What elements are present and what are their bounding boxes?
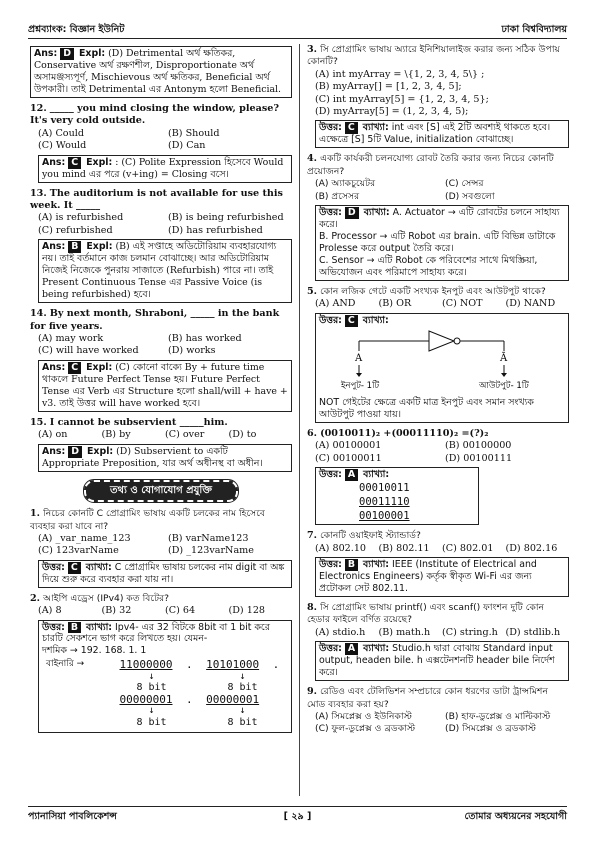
- question-15: 15. I cannot be subservient _____him. (A) on (B) by (C) over (D) to Ans: D Expl: (D) Subservient to একটি Appropriate Preposition, যার অর্থ অধীনস্থ বা অধীন।: [30, 417, 292, 472]
- page-number: [ ২৯ ]: [283, 811, 312, 822]
- question-12: 12. _____ you mind closing the window, please? It's very cold outside. (A) Could (B) Should (C) Would (D) Can Ans: C Expl: : (C) Polite Expression হিসেবে Would you mind এর পরে (v+ing) = Closing বসে।: [30, 103, 292, 183]
- answer-box: উত্তর: C ব্যাখ্যা: A Ā ইনপুট- 1টি আউটপুট- 1টি NOT গেইটের ক্ষেত্রে একটি মাত্র ইনপুট এবং সমান সংখ্যক আউটপুট পাওয়া যায়।: [315, 313, 569, 423]
- gate-input-label: A: [355, 352, 363, 364]
- header-left: প্রশ্নব্যাংক: বিজ্ঞান ইউনিট: [28, 24, 125, 35]
- question-ict-6: 6. (0010011)₂ +(00011110)₂ =(?)₂ (A) 00100001 (B) 00100000 (C) 00100011 (D) 00100111 উত্তর: A ব্যাখ্যা: 00010011 00011110 00100001: [307, 428, 569, 525]
- options: (A) int myArray = \{1, 2, 3, 4, 5\} ; (B) myArray[] = [1, 2, 3, 4, 5]; (C) int myArray[5] = {1, 2, 3, 4, 5}; (D) myArray[5] = (1, 2, 3, 4, 5);: [315, 68, 489, 118]
- gate-input-text: ইনপুট- 1টি: [341, 380, 380, 391]
- options: (A) on (B) by (C) over (D) to: [38, 429, 257, 441]
- answer-box: Ans: C Expl: : (C) Polite Expression হিসেবে Would you mind এর পরে (v+ing) = Closing বসে।: [38, 155, 292, 183]
- options: (A) stdio.h (B) math.h (C) string.h (D) stdlib.h: [315, 626, 561, 638]
- footer-publisher: প্যানাসিয়া পাবলিকেশন্স: [28, 811, 117, 822]
- question-ict-5: 5. কোন লজিক গেটে একটি সংখ্যক ইনপুট এবং আউটপুট থাকে? (A) AND (B) OR (C) NOT (D) NAND উত্তর: C ব্যাখ্যা: A Ā ইনপুট- 1টি আউটপুট- 1টি NOT গেইটের ক্ষেত্রে একটি মাত্র ইনপুট এবং সমান সংখ্যক আউটপুট পাওয়া যায়।: [307, 286, 569, 423]
- options: (A) 802.10 (B) 802.11 (C) 802.01 (D) 802.16: [315, 542, 558, 554]
- not-gate-icon: [429, 331, 454, 351]
- not-gate-diagram: [319, 327, 559, 393]
- answer-box: উত্তর: C ব্যাখ্যা: int এবং [S] এই 2টি অবশ্যই থাকতে হবে। এক্ষেত্রে [S] 5টি Value, initialization বোঝাচ্ছে।: [315, 120, 569, 148]
- answer-box: Ans: B Expl: (B) এই সপ্তাহে অডিটোরিয়াম ব্যবহারযোগ্য নয়। তাই বর্তমানে কাজ চলমান বোঝাচ্ছে। আর অডিটোরিয়াম নিজেই নিজেকে পুনরায় সাজাতে (Refurbish) পারে না। তাই Present Continuous Tense এর Passive Voice (is being refurbished) হবে।: [38, 239, 292, 303]
- options: (A) অ্যাকচুয়েটর (C) সেন্সর (B) প্রসেসর (D) সবগুলো: [315, 178, 495, 202]
- octet-4: 00000001: [206, 692, 260, 706]
- right-column: [307, 44, 569, 736]
- options: (A) Could (B) Should (C) Would (D) Can: [38, 127, 220, 152]
- answer-box: উত্তর: B ব্যাখ্যা: IEEE (Institute of Electrical and Electronics Engineers) কর্তৃক স্বীকৃত Wi-Fi এর জন্য প্রটোকল সেট 802.11.: [315, 557, 569, 597]
- options: (A) is refurbished (B) is being refurbished (C) refurbished (D) has refurbished: [38, 212, 284, 236]
- answer-box: উত্তর: B ব্যাখ্যা: Ipv4- এর 32 বিটকে 8bit বা 1 bit করে চারটি সেকশনে ভাগ করে লিখতে হয়। যেমন- দশমিক → 192. 168. 1. 1 বাইনারি → 11000000 . 10101000 . ↓ ↓ 8 bit 8 bit 00000001 . 00000001 ↓ ↓ 8 bit 8 bit: [38, 620, 292, 734]
- page-footer: [28, 806, 567, 823]
- question-ict-7: 7. কোনটি ওয়াইফাই স্ট্যান্ডার্ড? (A) 802.10 (B) 802.11 (C) 802.01 (D) 802.16 উত্তর: B ব্যাখ্যা: IEEE (Institute of Electrical and Electronics Engineers) কর্তৃক স্বীকৃত Wi-Fi এর জন্য প্রটোকল সেট 802.11.: [307, 530, 569, 597]
- options: (A) may work (B) has worked (C) will have worked (D) works: [38, 333, 242, 357]
- octet-1: 11000000: [119, 658, 173, 672]
- answer-option: D: [60, 48, 74, 60]
- octet-3: 00000001: [119, 692, 173, 706]
- options: (A) 8 (B) 32 (C) 64 (D) 128: [38, 605, 266, 617]
- options: (A) AND (B) OR (C) NOT (D) NAND: [315, 298, 556, 310]
- options: (A) 00100001 (B) 00100000 (C) 00100011 (D) 00100111: [315, 440, 513, 464]
- gate-output-text: আউটপুট- 1টি: [479, 380, 529, 391]
- question-ict-4: 4. একটি কার্যকরী চলনযোগ্য রোবট তৈরি করার জন্য নিচের কোনটি প্রয়োজন? (A) অ্যাকচুয়েটর (C) সেন্সর (B) প্রসেসর (D) সবগুলো উত্তর: D ব্যাখ্যা: A. Actuator → এটি রোবটের চলনে সাহায্য করে। B. Processor → এটি Robot এর brain. এটি বিভিন্ন ডাটাকে Prolesse করে output তৈরি করে। C. Sensor → এটি Robot কে পরিবেশের সাথে মিথস্ক্রিয়া, অভিযোজন এবং পরিমাপে সাহায্য করে।: [307, 153, 569, 281]
- binary-sum: 00010011 00011110 00100001: [359, 482, 410, 523]
- question-14: 14. By next month, Shraboni, _____ in the bank for five years. (A) may work (B) has worked (C) will have worked (D) works Ans: C Expl: (C) কোনো বাক্যে By + future time থাকলে Future Perfect Tense হয়। Future Perfect Tense এর Verb এর Structure হলো shall/will + have + v3. তাই উত্তর will have worked হবে।: [30, 308, 292, 412]
- ip-diagram: বাইনারি → 11000000 . 10101000 . ↓ ↓ 8 bit 8 bit 00000001 . 00000001 ↓ ↓ 8 bit 8 bit: [46, 658, 280, 728]
- octet-2: 10101000: [206, 658, 260, 672]
- left-column: [30, 44, 292, 738]
- options: (A) সিমপ্লেক্স ও ইউনিকাস্ট (B) হাফ-ডুপ্লেক্স ও মাল্টিকাস্ট (C) ফুল-ডুপ্লেক্স ও ব্রডকাস্ট (D) সিমপ্লেক্স ও ব্রডকাস্ট: [315, 710, 551, 735]
- question-ict-3: 3. সি প্রোগ্রামিং ভাষায় অ্যারে ইনিশিয়ালাইজ করার জন্য সঠিক উপায় কোনটি? (A) int myArray = \{1, 2, 3, 4, 5\} ; (B) myArray[] = [1, 2, 3, 4, 5]; (C) int myArray[5] = {1, 2, 3, 4, 5}; (D) myArray[5] = (1, 2, 3, 4, 5); উত্তর: C ব্যাখ্যা: int এবং [S] এই 2টি অবশ্যই থাকতে হবে। এক্ষেত্রে [S] 5টি Value, initialization বোঝাচ্ছে।: [307, 44, 569, 148]
- page-header: [28, 22, 567, 39]
- answer-box: উত্তর: D ব্যাখ্যা: A. Actuator → এটি রোবটের চলনে সাহায্য করে। B. Processor → এটি Robot এর brain. এটি বিভিন্ন ডাটাকে Prolesse করে output তৈরি করে। C. Sensor → এটি Robot কে পরিবেশের সাথে মিথস্ক্রিয়া, অভিযোজন এবং পরিমাপে সাহায্য করে।: [315, 205, 569, 281]
- question-ict-2: 2. আইপি এড্রেস (IPv4) কত বিটের? (A) 8 (B) 32 (C) 64 (D) 128 উত্তর: B ব্যাখ্যা: Ipv4- এর 32 বিটকে 8bit বা 1 bit করে চারটি সেকশনে ভাগ করে লিখতে হয়। যেমন- দশমিক → 192. 168. 1. 1 বাইনারি → 11000000 . 10101000 . ↓ ↓ 8 bit 8 bit 00000001 . 00000001 ↓ ↓ 8 bit 8 bit: [30, 593, 292, 733]
- answer-box: Ans: D Expl: (D) Subservient to একটি Appropriate Preposition, যার অর্থ অধীনস্থ বা অধীন।: [38, 444, 292, 472]
- question-ict-9: 9. রেডিও এবং টেলিভিশন সম্প্রচারে কোন ধরণের ডাটা ট্রান্সমিশন মোড ব্যবহার করা হয়? (A) সিমপ্লেক্স ও ইউনিকাস্ট (B) হাফ-ডুপ্লেক্স ও মাল্টিকাস্ট (C) ফুল-ডুপ্লেক্স ও ব্রডকাস্ট (D) সিমপ্লেক্স ও ব্রডকাস্ট: [307, 686, 569, 736]
- answer-box: উত্তর: A ব্যাখ্যা: Studio.h দ্বারা বোঝায় Standard input output, headen bile. h এক্সটেনশনটি header bile নির্দেশ করে।: [315, 641, 569, 681]
- question-ict-1: 1. নিচের কোনটি C প্রোগ্রামিং ভাষায় একটি চলকের নাম হিসেবে ব্যবহার করা যাবে না? (A) _var_name_123 (B) varName123 (C) 123varName (D) _123varName উত্তর: C ব্যাখ্যা: C প্রোগ্রামিং ভাষায় চলকের নাম digit বা অঙ্ক দিয়ে শুরু করে ব্যবহার করা যায় না।: [30, 508, 292, 588]
- answer-box: উত্তর: A ব্যাখ্যা: 00010011 00011110 00100001: [315, 467, 479, 525]
- gate-output-label: Ā: [500, 352, 508, 364]
- options: (A) _var_name_123 (B) varName123 (C) 123varName (D) _123varName: [38, 532, 254, 557]
- answer-box-11: Ans: D Expl: (D) Detrimental অর্থ ক্ষতিকর, Conservative অর্থ রক্ষণশীল, Disproportionate অর্থ অসামঞ্জস্যপূর্ণ, Mischievous অর্থ ক্ষতিকর, Beneficial অর্থ উপকারী। তাই Detrimental এর Antonym হলো Beneficial.: [30, 46, 292, 98]
- footer-tagline: তোমার অধ্যয়নের সহযোগী: [464, 811, 567, 822]
- header-right: ঢাকা বিশ্ববিদ্যালয়: [501, 24, 567, 35]
- decimal-row: দশমিক → 192. 168. 1. 1: [42, 644, 147, 656]
- question-ict-8: 8. সি প্রোগ্রামিং ভাষায় printf() এবং scanf() ফাংশন দুটি কোন হেডার ফাইলে বর্ণিত রয়েছে? (A) stdio.h (B) math.h (C) string.h (D) stdlib.h উত্তর: A ব্যাখ্যা: Studio.h দ্বারা বোঝায় Standard input output, headen bile. h এক্সটেনশনটি header bile নির্দেশ করে।: [307, 602, 569, 681]
- answer-box: উত্তর: C ব্যাখ্যা: C প্রোগ্রামিং ভাষায় চলকের নাম digit বা অঙ্ক দিয়ে শুরু করে ব্যবহার করা যায় না।: [38, 560, 292, 588]
- answer-box: Ans: C Expl: (C) কোনো বাক্যে By + future time থাকলে Future Perfect Tense হয়। Future Perfect Tense এর Verb এর Structure হলো shall/will + have + v3. তাই উত্তর will have worked হবে।: [38, 360, 292, 412]
- question-13: 13. The auditorium is not available for use this week. It _____ (A) is refurbished (B) is being refurbished (C) refurbished (D) has refurbished Ans: B Expl: (B) এই সপ্তাহে অডিটোরিয়াম ব্যবহারযোগ্য নয়। তাই বর্তমানে কাজ চলমান বোঝাচ্ছে। আর অডিটোরিয়াম নিজেই নিজেকে পুনরায় সাজাতে (Refurbish) পারে না। তাই Present Continuous Tense এর Passive Voice (is being refurbished) হবে।: [30, 188, 292, 304]
- section-title: তথ্য ও যোগাযোগ প্রযুক্তি: [84, 480, 238, 502]
- column-divider: [299, 44, 300, 796]
